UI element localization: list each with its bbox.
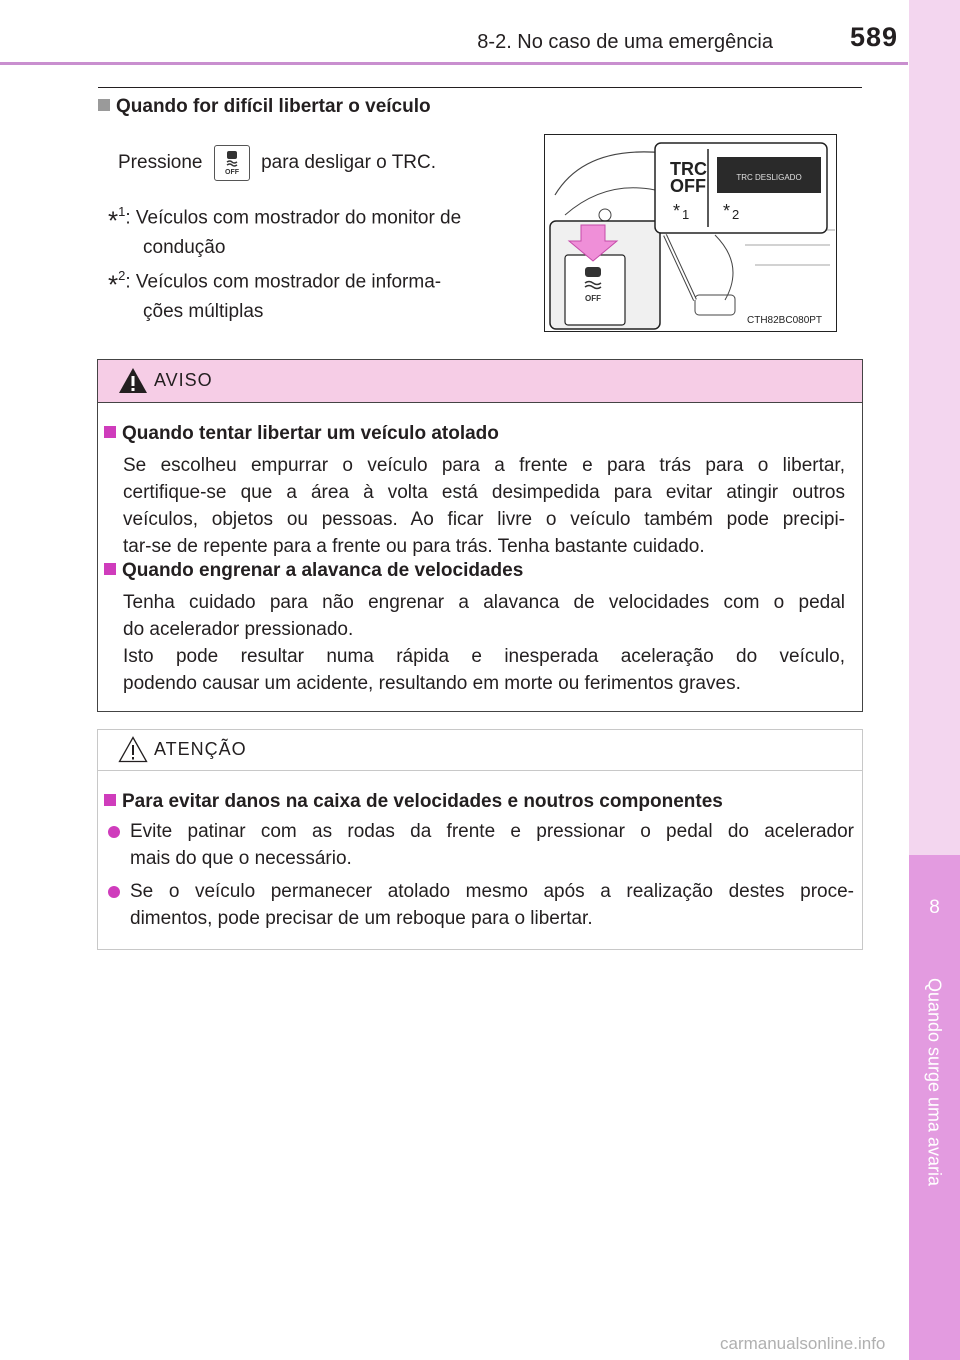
section-bullet-square (98, 99, 110, 111)
text-line: Tenha cuidado para não engrenar a alavanca de velocidades com o pedal (123, 592, 845, 613)
page-number: 589 (849, 22, 898, 52)
warning-header (98, 360, 862, 403)
warning-box (97, 359, 863, 712)
warning-item-bullet (104, 426, 116, 438)
header-divider (0, 62, 908, 65)
footnote-marker: * (108, 205, 119, 236)
warning-label: AVISO (154, 370, 213, 390)
footnote-text: : Veículos com mostrador de informa- (125, 271, 442, 293)
dashboard-illustration (544, 134, 837, 332)
footer-watermark: carmanualsonline.info (720, 1334, 886, 1353)
text-line: Se escolheu empurrar o veículo para a frente e para trás para o libertar, (123, 455, 845, 476)
illus-marker-1: * (673, 201, 681, 221)
warning-item-title (104, 423, 499, 445)
footnote-1 (108, 198, 461, 262)
warning-item-title-text: Quando engrenar a alavanca de velocidades (122, 560, 524, 581)
caution-label: ATENÇÃO (154, 739, 247, 759)
press-instruction (118, 145, 436, 181)
footnote-marker: * (108, 269, 119, 300)
warning-item-title-text: Quando tentar libertar um veículo atolado (122, 423, 499, 444)
text-line: mais do que o necessário. (130, 848, 352, 869)
warning-item-title (104, 560, 523, 582)
caution-bullet (130, 878, 854, 932)
caution-bullet (130, 818, 854, 872)
text-line: Se o veículo permanecer atolado mesmo após a realização destes proce- (130, 881, 854, 902)
caution-bullet-dot (108, 826, 120, 838)
illus-marker-2: * (723, 201, 731, 221)
illus-marker-1-sub: 1 (682, 207, 690, 222)
text-line: veículos, objetos ou pessoas. Ao ficar livre o veículo também pode precipi- (123, 509, 845, 530)
footnote-number: 2 (118, 268, 126, 283)
text-line: certifique-se que a área à volta está desimpedida para evitar atingir outros (123, 482, 845, 503)
caution-title-bullet (104, 794, 116, 806)
dashboard-drawing (545, 135, 836, 331)
warning-triangle-icon (118, 367, 148, 394)
caution-title-text: Para evitar danos na caixa de velocidades e noutros componentes (122, 791, 723, 812)
footnote-number: 1 (118, 204, 126, 219)
side-tab-chapter-number: 8 (929, 897, 940, 918)
text-line: Evite patinar com as rodas da frente e pressionar o pedal do acelerador (130, 821, 854, 842)
switch-off-label: OFF (585, 294, 601, 303)
section-title-text: Quando for difícil libertar o veículo (116, 96, 431, 117)
svg-text:OFF: OFF (224, 169, 239, 176)
warning-item-body (123, 452, 845, 560)
warning-item-body (123, 589, 845, 697)
trc-label-line2: OFF (670, 176, 706, 196)
running-header-chapter: 8-2. No caso de uma emergência (477, 31, 773, 53)
press-instruction-before: Pressione (118, 152, 203, 173)
press-instruction-after: para desligar o TRC. (261, 152, 437, 173)
illus-marker-2-sub: 2 (732, 207, 740, 222)
footnote-2 (108, 262, 441, 326)
trc-label-line1: TRC (670, 159, 707, 179)
section-title (98, 96, 431, 118)
text-line: Isto pode resultar numa rápida e inesperada aceleração do veículo, (123, 646, 845, 667)
caution-header (98, 730, 862, 771)
footnote-text: : Veículos com mostrador do monitor de (125, 207, 462, 229)
caution-title (104, 791, 723, 813)
caution-bullet-dot (108, 886, 120, 898)
footnote-text-cont: ções múltiplas (143, 301, 264, 323)
warning-item-bullet (104, 563, 116, 575)
text-line: dimentos, pode precisar de um reboque para o libertar. (130, 908, 593, 929)
caution-box (97, 729, 863, 950)
text-line: podendo causar um acidente, resultando em morte ou ferimentos graves. (123, 673, 741, 694)
section-top-rule (98, 87, 862, 88)
text-line: tar-se de repente para a frente ou para trás. Tenha bastante cuidado. (123, 536, 705, 557)
side-tab-chapter-title: Quando surge uma avaria (924, 977, 945, 1187)
display-message: TRC DESLIGADO (736, 173, 802, 182)
trc-off-switch-icon (214, 145, 250, 181)
illustration-code: CTH82BC080PT (747, 315, 823, 326)
text-line: do acelerador pressionado. (123, 619, 354, 640)
footnote-text-cont: condução (143, 237, 226, 259)
caution-triangle-icon (118, 736, 148, 763)
